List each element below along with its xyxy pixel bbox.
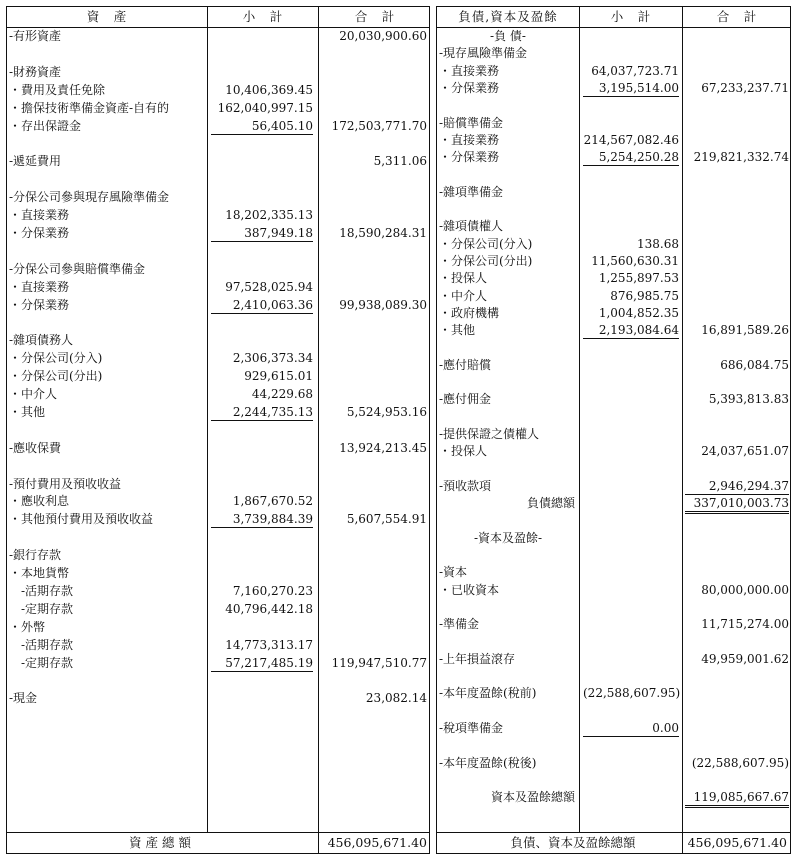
row-label: ・分保公司(分入) — [9, 351, 103, 366]
row-label: -定期存款 — [9, 655, 74, 670]
row-total: 20,030,900.60 — [339, 29, 427, 43]
row-label: -活期存款 — [9, 637, 74, 652]
liability-row — [437, 149, 792, 165]
row-total: 99,938,089.30 — [339, 297, 427, 312]
asset-row — [7, 118, 431, 134]
row-label: ・其他 — [9, 404, 46, 419]
row-total: 5,524,953.16 — [346, 404, 427, 419]
asset-row — [7, 386, 431, 402]
liability-row — [437, 461, 792, 477]
liability-row — [437, 668, 792, 684]
asset-row — [7, 476, 431, 492]
liability-row — [437, 495, 792, 511]
row-label: -現金 — [9, 691, 38, 706]
liabilities-footer — [437, 832, 790, 853]
row-subtotal: 929,615.01 — [244, 369, 313, 384]
row-label: -負 債- — [490, 29, 526, 43]
row-total: 119,947,510.77 — [331, 655, 427, 670]
row-label: -賠償準備金 — [439, 115, 504, 130]
row-label: -分保公司參與賠償準備金 — [9, 261, 146, 276]
liability-row — [437, 426, 792, 442]
liability-row — [437, 599, 792, 615]
row-label: -定期存款 — [9, 601, 74, 616]
asset-row — [7, 64, 431, 80]
row-label: ・直接業務 — [439, 63, 500, 78]
asset-row — [7, 243, 431, 259]
row-subtotal: 387,949.18 — [211, 225, 313, 242]
assets-header — [7, 7, 429, 28]
liability-row — [437, 530, 792, 546]
assets-col-header: 資 產 — [86, 9, 128, 24]
row-total: 18,590,284.31 — [339, 225, 427, 240]
row-subtotal: 57,217,485.19 — [211, 655, 313, 672]
row-subtotal: 876,985.75 — [610, 288, 679, 303]
row-label: ・投保人 — [439, 444, 488, 459]
row-subtotal: 2,193,084.64 — [583, 322, 679, 339]
row-total: 337,010,003.73 — [685, 495, 789, 514]
row-label: ・分保業務 — [439, 80, 500, 95]
asset-row — [7, 82, 431, 98]
row-label: ・分保公司(分出) — [9, 369, 103, 384]
liability-row — [437, 80, 792, 96]
liability-row — [437, 720, 792, 736]
row-subtotal: 97,528,025.94 — [225, 279, 313, 294]
row-label: -分保公司參與現存風險準備金 — [9, 190, 170, 205]
row-label: -預收款項 — [439, 478, 492, 493]
row-total: 49,959,001.62 — [701, 651, 789, 666]
row-subtotal: 138.68 — [637, 236, 679, 251]
asset-row — [7, 368, 431, 384]
row-total: 5,311.06 — [373, 154, 427, 169]
row-label: -提供保證之債權人 — [439, 426, 540, 441]
row-label: ・應收利息 — [9, 494, 70, 509]
asset-row — [7, 135, 431, 151]
row-label: 資本及盈餘總額 — [490, 790, 575, 805]
liability-row — [437, 685, 792, 701]
asset-row — [7, 207, 431, 223]
row-label: -資本及盈餘- — [473, 530, 543, 545]
row-subtotal: 7,160,270.23 — [232, 583, 313, 598]
row-total: (22,588,607.95) — [691, 755, 789, 770]
liability-row — [437, 97, 792, 113]
row-total: 13,924,213.45 — [339, 440, 427, 455]
asset-row — [7, 493, 431, 509]
asset-row — [7, 171, 431, 187]
assets-subtotal-header: 小 計 — [242, 9, 284, 24]
asset-row — [7, 261, 431, 277]
asset-row — [7, 547, 431, 563]
liability-row — [437, 582, 792, 598]
liability-row — [437, 218, 792, 234]
liability-row — [437, 634, 792, 650]
asset-row — [7, 601, 431, 617]
liability-row — [437, 253, 792, 269]
row-subtotal: 44,229.68 — [251, 387, 313, 401]
row-subtotal: 64,037,723.71 — [591, 63, 679, 78]
row-label: ・中介人 — [9, 387, 58, 401]
row-subtotal: 5,254,250.28 — [583, 149, 679, 166]
liability-row — [437, 184, 792, 200]
liability-row — [437, 651, 792, 667]
row-subtotal: 2,306,373.34 — [232, 351, 313, 366]
row-label: ・中介人 — [439, 288, 488, 303]
row-label: -雜項債務人 — [9, 333, 74, 348]
liability-row — [437, 443, 792, 459]
liability-row — [437, 322, 792, 338]
row-label: ・外幣 — [9, 619, 46, 634]
row-total: 67,233,237.71 — [701, 80, 789, 95]
row-label: ・分保業務 — [9, 225, 70, 240]
assets-total-label: 資產總額 — [128, 835, 195, 850]
liability-row — [437, 391, 792, 407]
row-subtotal: 214,567,082.46 — [583, 132, 679, 147]
row-total: 80,000,000.00 — [701, 582, 789, 597]
row-total: 11,715,274.00 — [701, 617, 789, 632]
row-subtotal: 3,195,514.00 — [583, 80, 679, 97]
row-subtotal: 1,255,897.53 — [598, 271, 679, 286]
row-total: 119,085,667.67 — [685, 789, 789, 808]
row-label: ・分保業務 — [439, 150, 500, 165]
liability-row — [437, 755, 792, 771]
row-label: -本年度盈餘(稅前) — [439, 686, 537, 701]
row-label: -財務資產 — [9, 64, 62, 79]
liabilities-col-header: 負債,資本及盈餘 — [458, 9, 558, 24]
row-label: -有形資產 — [9, 29, 62, 43]
liability-row — [437, 478, 792, 494]
asset-row — [7, 583, 431, 599]
liability-row — [437, 703, 792, 719]
row-subtotal: 162,040,997.15 — [217, 100, 313, 115]
asset-row — [7, 28, 431, 44]
row-label: ・直接業務 — [9, 279, 70, 294]
row-subtotal: (22,588,607.95) — [583, 686, 681, 701]
liability-row — [437, 201, 792, 217]
row-label: -應付佣金 — [439, 392, 492, 407]
assets-footer — [7, 832, 429, 853]
liability-row — [437, 45, 792, 61]
row-label: -活期存款 — [9, 583, 74, 598]
asset-row — [7, 46, 431, 62]
row-subtotal: 40,796,442.18 — [225, 601, 313, 616]
liability-row — [437, 789, 792, 805]
liability-row — [437, 374, 792, 390]
row-label: ・分保公司(分出) — [439, 253, 533, 268]
row-label: ・存出保證金 — [9, 118, 82, 133]
row-subtotal: 56,405.10 — [211, 118, 313, 135]
asset-row — [7, 350, 431, 366]
assets-panel — [6, 6, 430, 854]
liability-row — [437, 564, 792, 580]
row-total: 172,503,771.70 — [331, 118, 427, 133]
row-label: ・直接業務 — [9, 208, 70, 222]
row-label: ・擔保技術準備金資產-自有的 — [9, 100, 170, 115]
liability-row — [437, 236, 792, 252]
liability-row — [437, 115, 792, 131]
liability-row — [437, 616, 792, 632]
row-label: -資本 — [439, 565, 468, 580]
row-label: ・已收資本 — [439, 582, 500, 597]
row-subtotal: 0.00 — [583, 720, 679, 737]
row-total: 23,082.14 — [365, 691, 427, 706]
row-total: 219,821,332.74 — [693, 150, 789, 165]
liabilities-header — [437, 7, 790, 28]
row-label: ・其他預付費用及預收收益 — [9, 512, 154, 527]
row-label: ・本地貨幣 — [9, 566, 70, 580]
assets-grand-total: 456,095,671.40 — [327, 835, 427, 850]
liability-row — [437, 132, 792, 148]
liability-row — [437, 339, 792, 355]
row-subtotal: 2,244,735.13 — [211, 404, 313, 421]
row-label: ・政府機構 — [439, 305, 500, 320]
liability-row — [437, 547, 792, 563]
row-subtotal: 1,004,852.35 — [598, 305, 679, 320]
asset-row — [7, 279, 431, 295]
asset-row — [7, 100, 431, 116]
row-total: 2,946,294.37 — [685, 478, 789, 495]
row-total: 5,607,554.91 — [346, 512, 427, 527]
liability-row — [437, 409, 792, 425]
row-subtotal: 11,560,630.31 — [591, 253, 679, 268]
asset-row — [7, 440, 431, 456]
liability-row — [437, 28, 792, 44]
row-label: -準備金 — [439, 617, 480, 632]
row-subtotal: 14,773,313.17 — [225, 637, 313, 652]
asset-row — [7, 404, 431, 420]
row-subtotal: 3,739,884.39 — [211, 511, 313, 528]
liabilities-total-header: 合 計 — [716, 9, 758, 24]
asset-row — [7, 637, 431, 653]
liabilities-subtotal-header: 小 計 — [610, 9, 652, 24]
liability-row — [437, 357, 792, 373]
row-label: 負債總額 — [526, 496, 575, 511]
row-label: -本年度盈餘(稅後) — [439, 755, 537, 770]
asset-row — [7, 529, 431, 545]
liability-row — [437, 737, 792, 753]
asset-row — [7, 225, 431, 241]
row-label: ・直接業務 — [439, 132, 500, 147]
row-label: ・分保公司(分入) — [439, 236, 533, 251]
row-label: ・分保業務 — [9, 297, 70, 312]
liabilities-total-label: 負債、資本及盈餘總額 — [510, 835, 636, 850]
asset-row — [7, 565, 431, 581]
asset-row — [7, 655, 431, 671]
row-label: -遞延費用 — [9, 154, 62, 169]
liability-row — [437, 772, 792, 788]
row-total: 5,393,813.83 — [708, 392, 789, 407]
row-label: ・費用及責任免除 — [9, 82, 106, 97]
row-label: -預付費用及預收收益 — [9, 476, 122, 491]
row-subtotal: 10,406,369.45 — [225, 82, 313, 97]
assets-total-header: 合 計 — [354, 9, 396, 24]
row-total: 686,084.75 — [720, 357, 789, 372]
asset-row — [7, 690, 431, 706]
row-label: -雜項準備金 — [439, 184, 504, 199]
asset-row — [7, 314, 431, 330]
row-total: 24,037,651.07 — [701, 444, 789, 459]
liability-row — [437, 166, 792, 182]
liability-row — [437, 270, 792, 286]
liability-row — [437, 305, 792, 321]
asset-row — [7, 153, 431, 169]
row-label: -雜項債權人 — [439, 219, 504, 234]
liability-row — [437, 288, 792, 304]
asset-row — [7, 672, 431, 688]
liability-row — [437, 512, 792, 528]
balance-sheet — [6, 6, 791, 854]
row-label: -稅項準備金 — [439, 721, 504, 735]
row-label: -應付賠償 — [439, 357, 492, 372]
row-label: ・其他 — [439, 323, 476, 338]
row-label: -應收保費 — [9, 440, 62, 455]
asset-row — [7, 619, 431, 635]
asset-row — [7, 189, 431, 205]
liabilities-grand-total: 456,095,671.40 — [687, 835, 787, 850]
row-label: -銀行存款 — [9, 548, 62, 563]
liabilities-panel — [436, 6, 791, 854]
row-label: -上年損益滾存 — [439, 651, 516, 666]
asset-row — [7, 297, 431, 313]
asset-row — [7, 458, 431, 474]
row-label: -現存風險準備金 — [439, 46, 528, 61]
row-subtotal: 18,202,335.13 — [225, 208, 313, 222]
liability-row — [437, 63, 792, 79]
row-subtotal: 2,410,063.36 — [211, 297, 313, 314]
asset-row — [7, 511, 431, 527]
row-label: ・投保人 — [439, 271, 488, 286]
row-total: 16,891,589.26 — [701, 323, 789, 338]
asset-row — [7, 332, 431, 348]
asset-row — [7, 422, 431, 438]
row-subtotal: 1,867,670.52 — [232, 494, 313, 509]
